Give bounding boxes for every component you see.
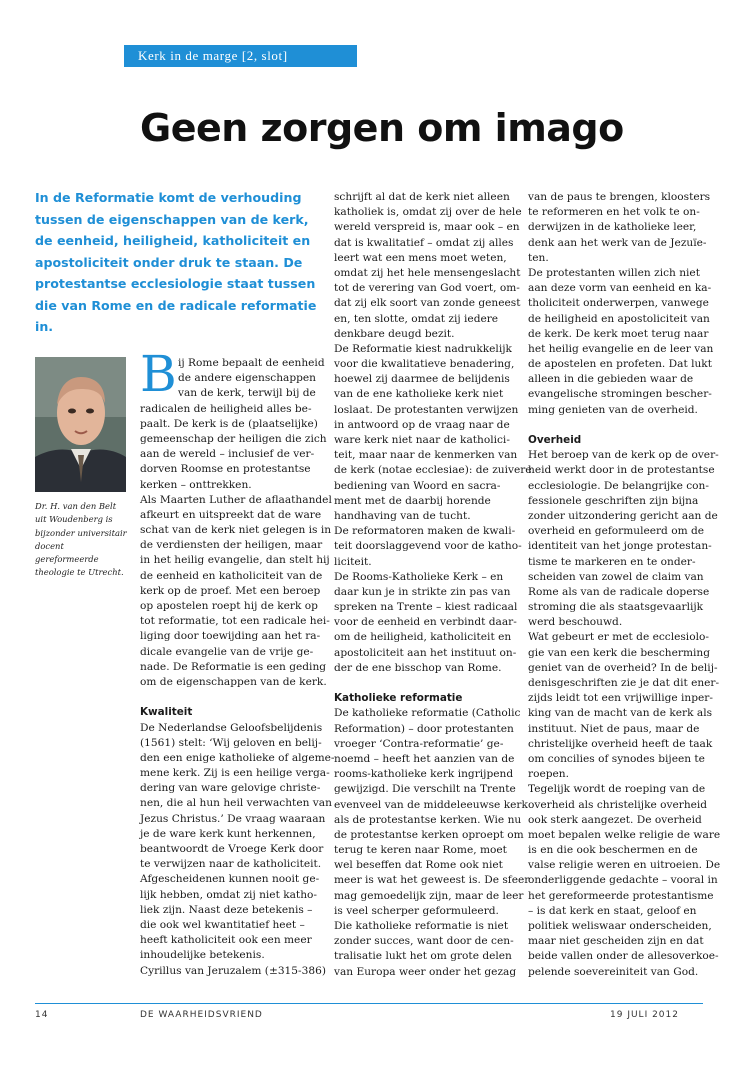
text-line: als de protestantse kerken. Wie nu <box>334 813 522 826</box>
text-line: De Nederlandse Geloofsbelijdenis <box>140 721 323 734</box>
text-line: is veel scherper geformuleerd. <box>334 904 499 917</box>
text-line: evangelische stromingen bescher- <box>528 388 712 401</box>
text-line: dat zij elk soort van zonde geneest <box>334 297 521 310</box>
text-line: tholiciteit onderwerpen, vanwege <box>528 297 709 310</box>
text-line: ment met de daarbij horende <box>334 494 491 507</box>
text-line: de andere eigenschappen <box>178 372 317 385</box>
text-line: paalt. De kerk is de (plaatselijke) <box>140 417 318 430</box>
text-line: heeft katholiciteit ook een meer <box>140 934 312 947</box>
text-line: werd beschouwd. <box>528 616 623 629</box>
text-line: valse religie weren en uitroeien. De <box>528 859 721 872</box>
text-line: Die katholieke reformatie is niet <box>334 920 509 932</box>
text-line: Tegelijk wordt de roeping van de <box>528 783 706 796</box>
text-line: wel beseffen dat Rome ook niet <box>334 859 503 872</box>
text-line: beantwoordt de Vroege Kerk door <box>140 843 324 855</box>
text-line: tralisatie lukt het om grote delen <box>334 950 512 963</box>
text-line: pelende soevereiniteit van God. <box>528 965 699 978</box>
text-line: te verwijzen naar de katholiciteit. <box>140 858 322 871</box>
text-line: den een enige katholieke of algeme- <box>140 751 335 764</box>
text-line: die ook wel kwantitatief heet – <box>140 918 305 931</box>
magazine-name: DE WAARHEIDSVRIEND <box>140 1010 263 1020</box>
text-line: tot de verering van God voert, om- <box>334 282 520 295</box>
text-line: overheid en geformuleerd om de <box>528 525 705 538</box>
series-label: Kerk in de marge [2, slot] <box>124 45 357 67</box>
text-line: omdat zij het hele mensengeslacht <box>334 266 521 279</box>
text-line: gewijzigd. Die verschilt na Trente <box>334 783 516 796</box>
text-line: ware kerk niet naar de katholici- <box>334 434 510 446</box>
text-line: roepen. <box>528 768 569 781</box>
text-line: Het beroep van de kerk op de over- <box>528 449 719 462</box>
footer-divider <box>35 1003 703 1004</box>
drop-cap: B <box>140 345 177 403</box>
text-line: de apostelen en profeten. Dat lukt <box>528 358 712 371</box>
text-line: radicalen de heiligheid alles be- <box>140 402 312 415</box>
text-line: (1561) stelt: ‘Wij geloven en belij- <box>140 736 322 749</box>
text-line: dering van ware gelovige christe- <box>140 782 321 795</box>
text-line: noemd – heeft het aanzien van de <box>334 752 515 765</box>
text-line: om concilies of synodes bijeen te <box>528 752 705 765</box>
text-line: geniet van de overheid? In de belij- <box>528 661 718 674</box>
text-line: ten. <box>528 251 549 264</box>
text-line: liging door toewijding aan het ra- <box>140 630 321 643</box>
text-line: op apostelen roept hij de kerk op <box>140 600 318 612</box>
text-line: je de ware kerk kunt herkennen, <box>140 827 316 840</box>
text-line: terug te keren naar Rome, moet <box>334 844 507 857</box>
text-line: Cyrillus van Jeruzalem (±315-386) <box>140 964 326 977</box>
text-line: maar niet gescheiden zijn en dat <box>528 935 704 948</box>
article-lead: In de Reformatie komt de verhouding tussen de eigenschappen van de kerk, de eenheid, heiligheid, katholiciteit en apostoliciteit onder druk te staan. De protestantse ecclesiologie staat tussen die van Rome en de radicale reformatie in. <box>35 190 317 334</box>
text-line: het heilig evangelie en de leer van <box>528 342 714 355</box>
text-line: rooms-katholieke kerk ingrijpend <box>334 768 514 781</box>
text-line: de heiligheid en apostoliciteit van <box>528 312 710 325</box>
text-line: king van de macht van de kerk als <box>528 707 713 720</box>
text-line: om de heiligheid, katholiciteit en <box>334 631 512 644</box>
text-line: liek zijn. Naast deze betekenis – <box>140 903 313 916</box>
text-line: Reformation) – door protestanten <box>334 722 514 735</box>
text-line: politiek weliswaar onderscheiden, <box>528 920 712 932</box>
text-line: apostoliciteit aan het instituut on- <box>334 646 517 659</box>
text-line: Als Maarten Luther de aflaathandel <box>140 493 332 506</box>
text-line: De Reformatie kiest nadrukkelijk <box>334 342 512 355</box>
text-line: lijk hebben, omdat zij niet kathо- <box>140 888 317 901</box>
text-line: De Rooms-Katholieke Kerk – en <box>334 570 504 583</box>
section-heading: Katholieke reformatie <box>334 692 463 705</box>
section-heading: Overheid <box>528 434 582 446</box>
text-line: hoewel zij daarmee de belijdenis <box>334 373 510 386</box>
text-line: dicale evangelie van de vrije ge- <box>140 645 314 658</box>
text-line: de kerk (notae ecclesiae): de zuivere <box>334 464 532 477</box>
text-line: wereld verspreid is, maar ook – en <box>334 221 520 234</box>
text-line: heid werkt door in de protestantse <box>528 464 715 477</box>
text-line: Jezus Christus.’ De vraag waaraan <box>140 812 326 825</box>
text-line: alleen in die gebieden waar de <box>528 373 694 386</box>
text-line: identiteit van het jonge protestan- <box>528 540 712 553</box>
text-line: Afgescheidenen kunnen nooit ge- <box>140 873 320 886</box>
text-line: De katholieke reformatie (Catholic <box>334 707 521 720</box>
text-line: beide vallen onder de allesoverkoe- <box>528 950 719 963</box>
text-line: voor die kwalitatieve benadering, <box>334 358 515 371</box>
text-line: ij Rome bepaalt de eenheid <box>178 357 325 369</box>
article-column-1 <box>140 356 335 979</box>
text-line: mene kerk. Zij is een heilige verga- <box>140 767 330 780</box>
text-line: denisgeschriften zie je dat dit ener- <box>528 677 720 689</box>
text-line: meer is wat het geweest is. De sfeer <box>334 874 530 887</box>
text-line: bediening van Woord en sacra- <box>334 479 501 492</box>
text-line: schrijft al dat de kerk niet alleen <box>334 191 510 203</box>
text-line: het gereformeerde protestantisme <box>528 889 714 902</box>
text-line: Rome als van de radicale doperse <box>528 585 710 598</box>
text-line: tot reformatie, tot een radicale hei- <box>140 615 330 628</box>
text-line: teit doorslaggevend voor de katho- <box>334 540 522 553</box>
text-line: van de kerk, terwijl bij de <box>178 387 316 400</box>
text-line: handhaving van de tucht. <box>334 509 471 522</box>
text-line: – is dat kerk en staat, geloof en <box>528 904 697 917</box>
text-line: zijds leidt tot een vrijwillige inper- <box>528 692 713 705</box>
text-line: zonder succes, want door de cen- <box>334 935 514 948</box>
text-line: in antwoord op de vraag naar de <box>334 418 510 431</box>
text-line: de eenheid en katholiciteit van de <box>140 569 323 582</box>
text-line: tisme te markeren en te onder- <box>528 555 696 568</box>
text-line: loslaat. De protestanten verwijzen <box>334 403 519 416</box>
text-line: der de ene bisschop van Rome. <box>334 661 502 674</box>
text-line: afkeurt en uitspreekt dat de ware <box>140 508 322 521</box>
text-line: de protestantse kerken oproept om <box>334 828 524 841</box>
text-line: ecclesiologie. De belangrijke con- <box>528 479 709 492</box>
text-line: fessionele geschriften zijn bijna <box>528 494 699 507</box>
text-line: onderliggende gedachte – vooral in <box>528 874 718 887</box>
text-line: is en die ook beschermen en de <box>528 844 698 857</box>
text-line: gie van een kerk die bescherming <box>528 646 710 659</box>
text-line: van de paus te brengen, kloosters <box>528 191 711 203</box>
text-line: om de eigenschappen van de kerk. <box>140 675 327 688</box>
text-line: ook sterk aangezet. De overheid <box>528 813 702 826</box>
text-line: inhoudelijke betekenis. <box>140 949 265 962</box>
text-line: dat is kwalitatief – omdat zij alles <box>334 236 514 249</box>
text-line: denk aan het werk van de Jezuïe- <box>528 236 707 249</box>
text-line: dorven Roomse en protestantse <box>140 463 311 476</box>
issue-date: 19 JULI 2012 <box>610 1010 679 1020</box>
text-line: zonder uitzondering gericht aan de <box>528 509 718 522</box>
text-line: van Europa weer onder het gezag <box>334 965 517 978</box>
section-heading: Kwaliteit <box>140 706 193 719</box>
text-line: evenveel van de middeleeuwse kerk <box>334 798 528 811</box>
text-line: leert wat een mens moet weten, <box>334 251 507 264</box>
text-line: denkbare deugd bezit. <box>334 327 455 340</box>
text-line: scheiden van zowel de claim van <box>528 570 704 583</box>
text-line: stroming die als staatsgevaarlijk <box>528 601 704 614</box>
text-line: liciteit. <box>334 555 372 568</box>
text-line: ming genieten van de overheid. <box>528 403 698 416</box>
article-column-2 <box>334 190 532 980</box>
text-line: in het heilig evangelie, dan stelt hij <box>140 554 330 567</box>
text-line: nen, die al hun heil verwachten van <box>140 797 332 810</box>
page-number: 14 <box>35 1010 49 1020</box>
text-line: de kerk. De kerk moet terug naar <box>528 327 709 340</box>
text-line: moet bepalen welke religie de ware <box>528 828 721 841</box>
text-line: te reformeren en het volk te on- <box>528 206 700 219</box>
text-line: mag gemoedelijk zijn, maar de leer <box>334 889 524 902</box>
text-line: overheid als christelijke overheid <box>528 798 708 811</box>
text-line: katholiek is, omdat zij over de hele <box>334 206 522 219</box>
text-line: De reformatoren maken de kwali- <box>334 525 516 538</box>
article-headline: Geen zorgen om imago <box>140 106 624 150</box>
text-line: voor de eenheid en verbindt daar- <box>334 616 517 629</box>
text-line: vroeger ‘Contra-reformatie’ ge- <box>334 737 504 750</box>
text-line: aan de wereld – inclusief de ver- <box>140 448 315 461</box>
text-line: christelijke overheid heeft de taak <box>528 737 713 750</box>
text-line: daar kun je in strikte zin pas van <box>334 585 511 598</box>
text-line: aan deze vorm van eenheid en ka- <box>528 282 712 295</box>
photo-caption: Dr. H. van den Belt uit Woudenberg is bijzonder universitair docent gereformeerde theologie te Utrecht. <box>35 501 127 578</box>
text-line: en, ten slotte, omdat zij iedere <box>334 312 499 325</box>
text-line: kerken – onttrekken. <box>140 478 252 491</box>
text-line: instituut. Niet de paus, maar de <box>528 722 700 735</box>
text-line: schat van de kerk niet gelegen is in <box>140 524 332 537</box>
text-line: nade. De Reformatie is een geding <box>140 660 327 673</box>
text-line: van de ene katholieke kerk niet <box>334 388 504 401</box>
author-photo <box>35 357 126 492</box>
text-line: gemeenschap der heiligen die zich <box>140 432 327 445</box>
text-line: Wat gebeurt er met de ecclesiolo- <box>528 631 709 644</box>
text-line: de verdiensten der heiligen, maar <box>140 539 323 552</box>
text-line: kerk op de proef. Met een beroep <box>140 584 321 597</box>
article-column-3 <box>528 190 721 980</box>
text-line: De protestanten willen zich niet <box>528 266 700 279</box>
text-line: teit, maar naar de kenmerken van <box>334 449 518 462</box>
text-line: derwijzen in de katholieke leer, <box>528 221 697 234</box>
text-line: spreken na Trente – kiest radicaal <box>334 601 518 614</box>
